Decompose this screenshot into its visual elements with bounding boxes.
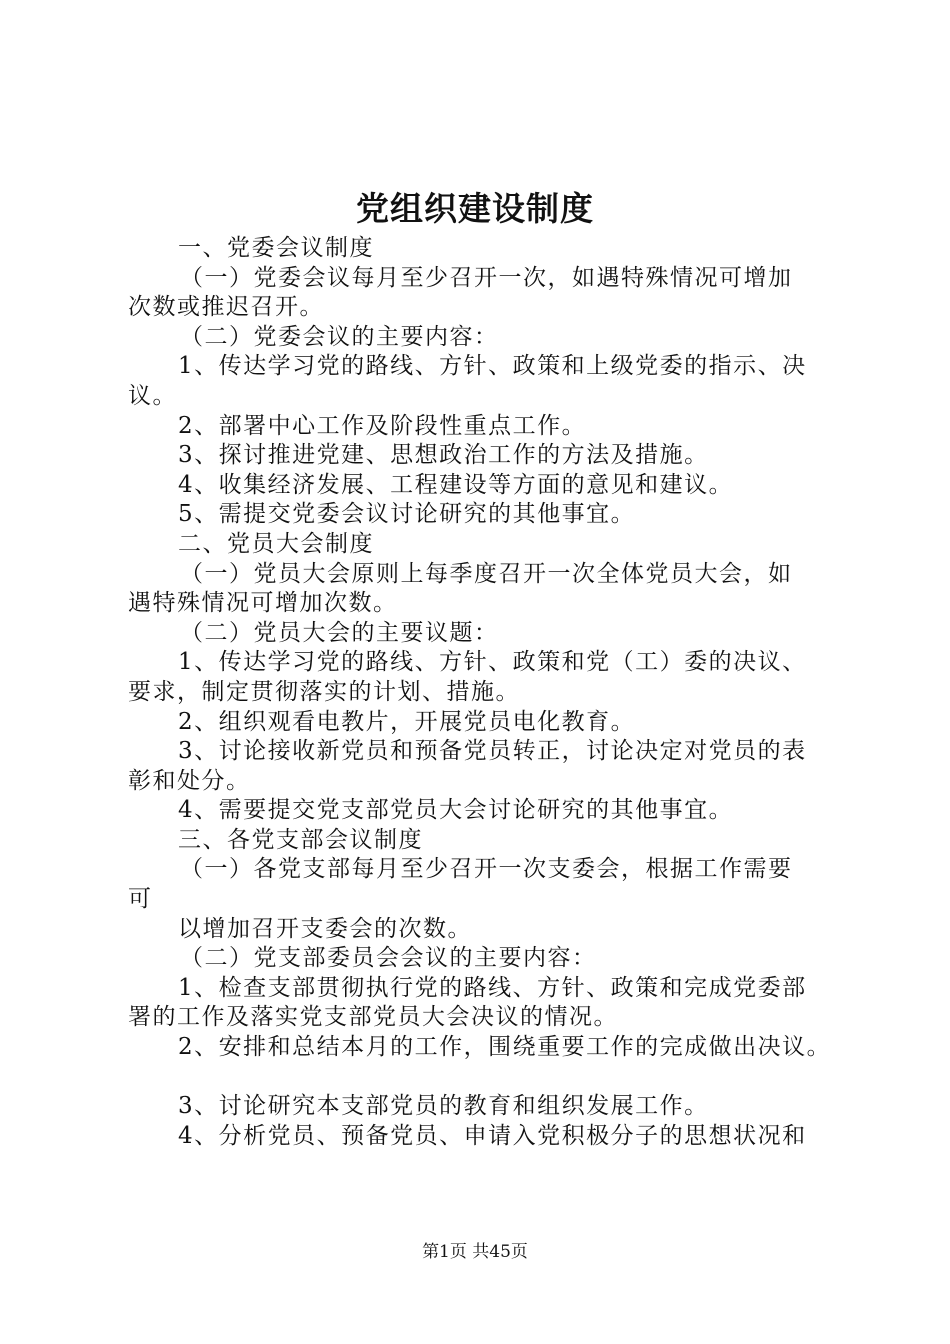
paragraph-line: 2、组织观看电教片，开展党员电化教育。 [178,708,636,735]
paragraph-line: 1、传达学习党的路线、方针、政策和上级党委的指示、决 [178,353,807,380]
paragraph-line: 1、检查支部贯彻执行党的路线、方针、政策和完成党委部 [178,974,807,1001]
paragraph-line: 5、需提交党委会议讨论研究的其他事宜。 [178,501,636,528]
paragraph-line: （一）党委会议每月至少召开一次，如遇特殊情况可增加 [180,264,793,291]
paragraph-line: （二）党员大会的主要议题： [180,619,499,646]
paragraph-line: 要求，制定贯彻落实的计划、措施。 [128,678,520,705]
paragraph-line: 2、安排和总结本月的工作，围绕重要工作的完成做出决议。 [178,1034,832,1061]
paragraph-line: （一）各党支部每月至少召开一次支委会，根据工作需要 [180,856,793,883]
paragraph-line: 1、传达学习党的路线、方针、政策和党（工）委的决议、 [178,649,807,676]
section-heading: 二、党员大会制度 [178,530,374,557]
section-heading: 一、党委会议制度 [178,235,374,261]
paragraph-line: （一）党员大会原则上每季度召开一次全体党员大会，如 [180,560,793,587]
paragraph-line: 遇特殊情况可增加次数。 [128,590,398,617]
paragraph-line: 4、需要提交党支部党员大会讨论研究的其他事宜。 [178,797,734,824]
paragraph-line: 次数或推迟召开。 [128,294,324,321]
page-title: 党组织建设制度 [356,189,594,228]
paragraph-line: （二）党支部委员会会议的主要内容： [180,945,597,972]
section-heading: 三、各党支部会议制度 [178,826,423,853]
paragraph-line: 议。 [128,382,177,409]
paragraph-line: 可 [128,886,153,913]
document-body [128,234,848,1151]
blank-line [128,1063,848,1093]
page-footer: 第1页 共45页 [422,1242,528,1262]
paragraph-line: 彰和处分。 [128,767,251,794]
paragraph-line: 署的工作及落实党支部党员大会决议的情况。 [128,1004,618,1031]
paragraph-line: 4、收集经济发展、工程建设等方面的意见和建议。 [178,471,734,498]
paragraph-line: （二）党委会议的主要内容： [180,323,499,350]
paragraph-line: 4、分析党员、预备党员、申请入党积极分子的思想状况和 [178,1122,807,1149]
paragraph-line: 3、讨论研究本支部党员的教育和组织发展工作。 [178,1093,709,1120]
paragraph-line: 2、部署中心工作及阶段性重点工作。 [178,412,587,439]
paragraph-line: 3、讨论接收新党员和预备党员转正，讨论决定对党员的表 [178,738,807,765]
paragraph-line: 3、探讨推进党建、思想政治工作的方法及措施。 [178,442,709,469]
paragraph-line: 以增加召开支委会的次数。 [178,915,472,942]
